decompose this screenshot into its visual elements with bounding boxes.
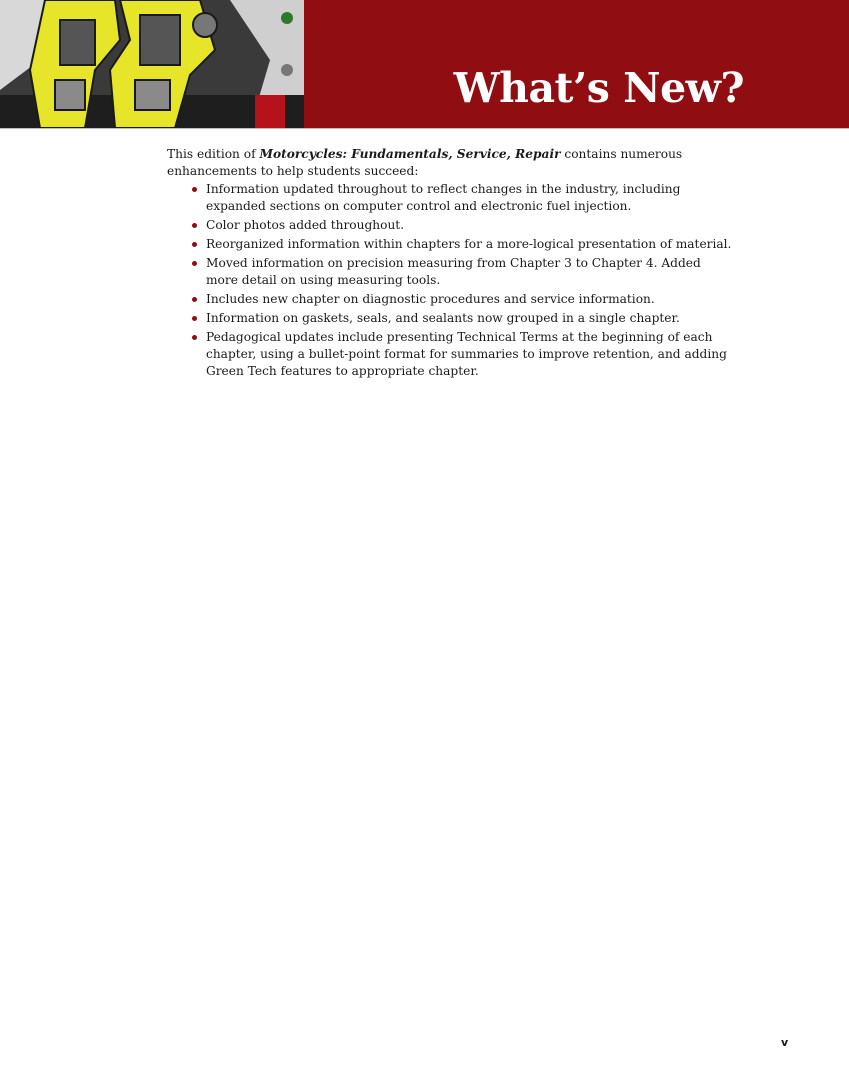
header-divider [0, 128, 849, 129]
intro-trail: contains numerous enhancements to help students succeed: [167, 147, 683, 178]
page-title: What’s New? [453, 64, 744, 112]
list-item-text: Includes new chapter on diagnostic procedures and service information. [206, 292, 655, 306]
list-item-text: Information updated throughout to reflect changes in the industry, including expanded sections on computer control and electronic fuel injection. [206, 182, 681, 213]
intro-lead: This edition of [167, 147, 260, 161]
list-item-text: Reorganized information within chapters for a more-logical presentation of material. [206, 237, 732, 251]
main-content [167, 146, 733, 382]
bullet-icon [192, 223, 197, 228]
bullet-icon [192, 187, 197, 192]
intro-paragraph [167, 146, 733, 180]
list-item-text: Color photos added throughout. [206, 218, 405, 232]
list-item-text: Moved information on precision measuring from Chapter 3 to Chapter 4. Added more detail on using measuring tools. [206, 256, 701, 287]
list-item-text: Information on gaskets, seals, and sealants now grouped in a single chapter. [206, 311, 680, 325]
list-item [206, 329, 733, 380]
list-item [206, 291, 733, 308]
book-title: Motorcycles: Fundamentals, Service, Repair [259, 147, 561, 161]
list-item [206, 217, 733, 234]
bullet-icon [192, 316, 197, 321]
list-item [206, 181, 733, 215]
bullet-icon [192, 261, 197, 266]
list-item [206, 310, 733, 327]
header-band [0, 0, 849, 128]
list-item-text: Pedagogical updates include presenting Technical Terms at the beginning of each chapter, using a bullet-point format for summaries to improve retention, and adding Green Tech features to appropriate chapter. [206, 330, 727, 378]
bullet-icon [192, 297, 197, 302]
feature-list [167, 181, 733, 380]
bullet-icon [192, 242, 197, 247]
page-number: v [781, 1036, 789, 1049]
engine-cutaway-photo-icon [0, 0, 304, 128]
list-item [206, 255, 733, 289]
bullet-icon [192, 335, 197, 340]
engine-cutaway-image [0, 0, 304, 128]
list-item [206, 236, 733, 253]
